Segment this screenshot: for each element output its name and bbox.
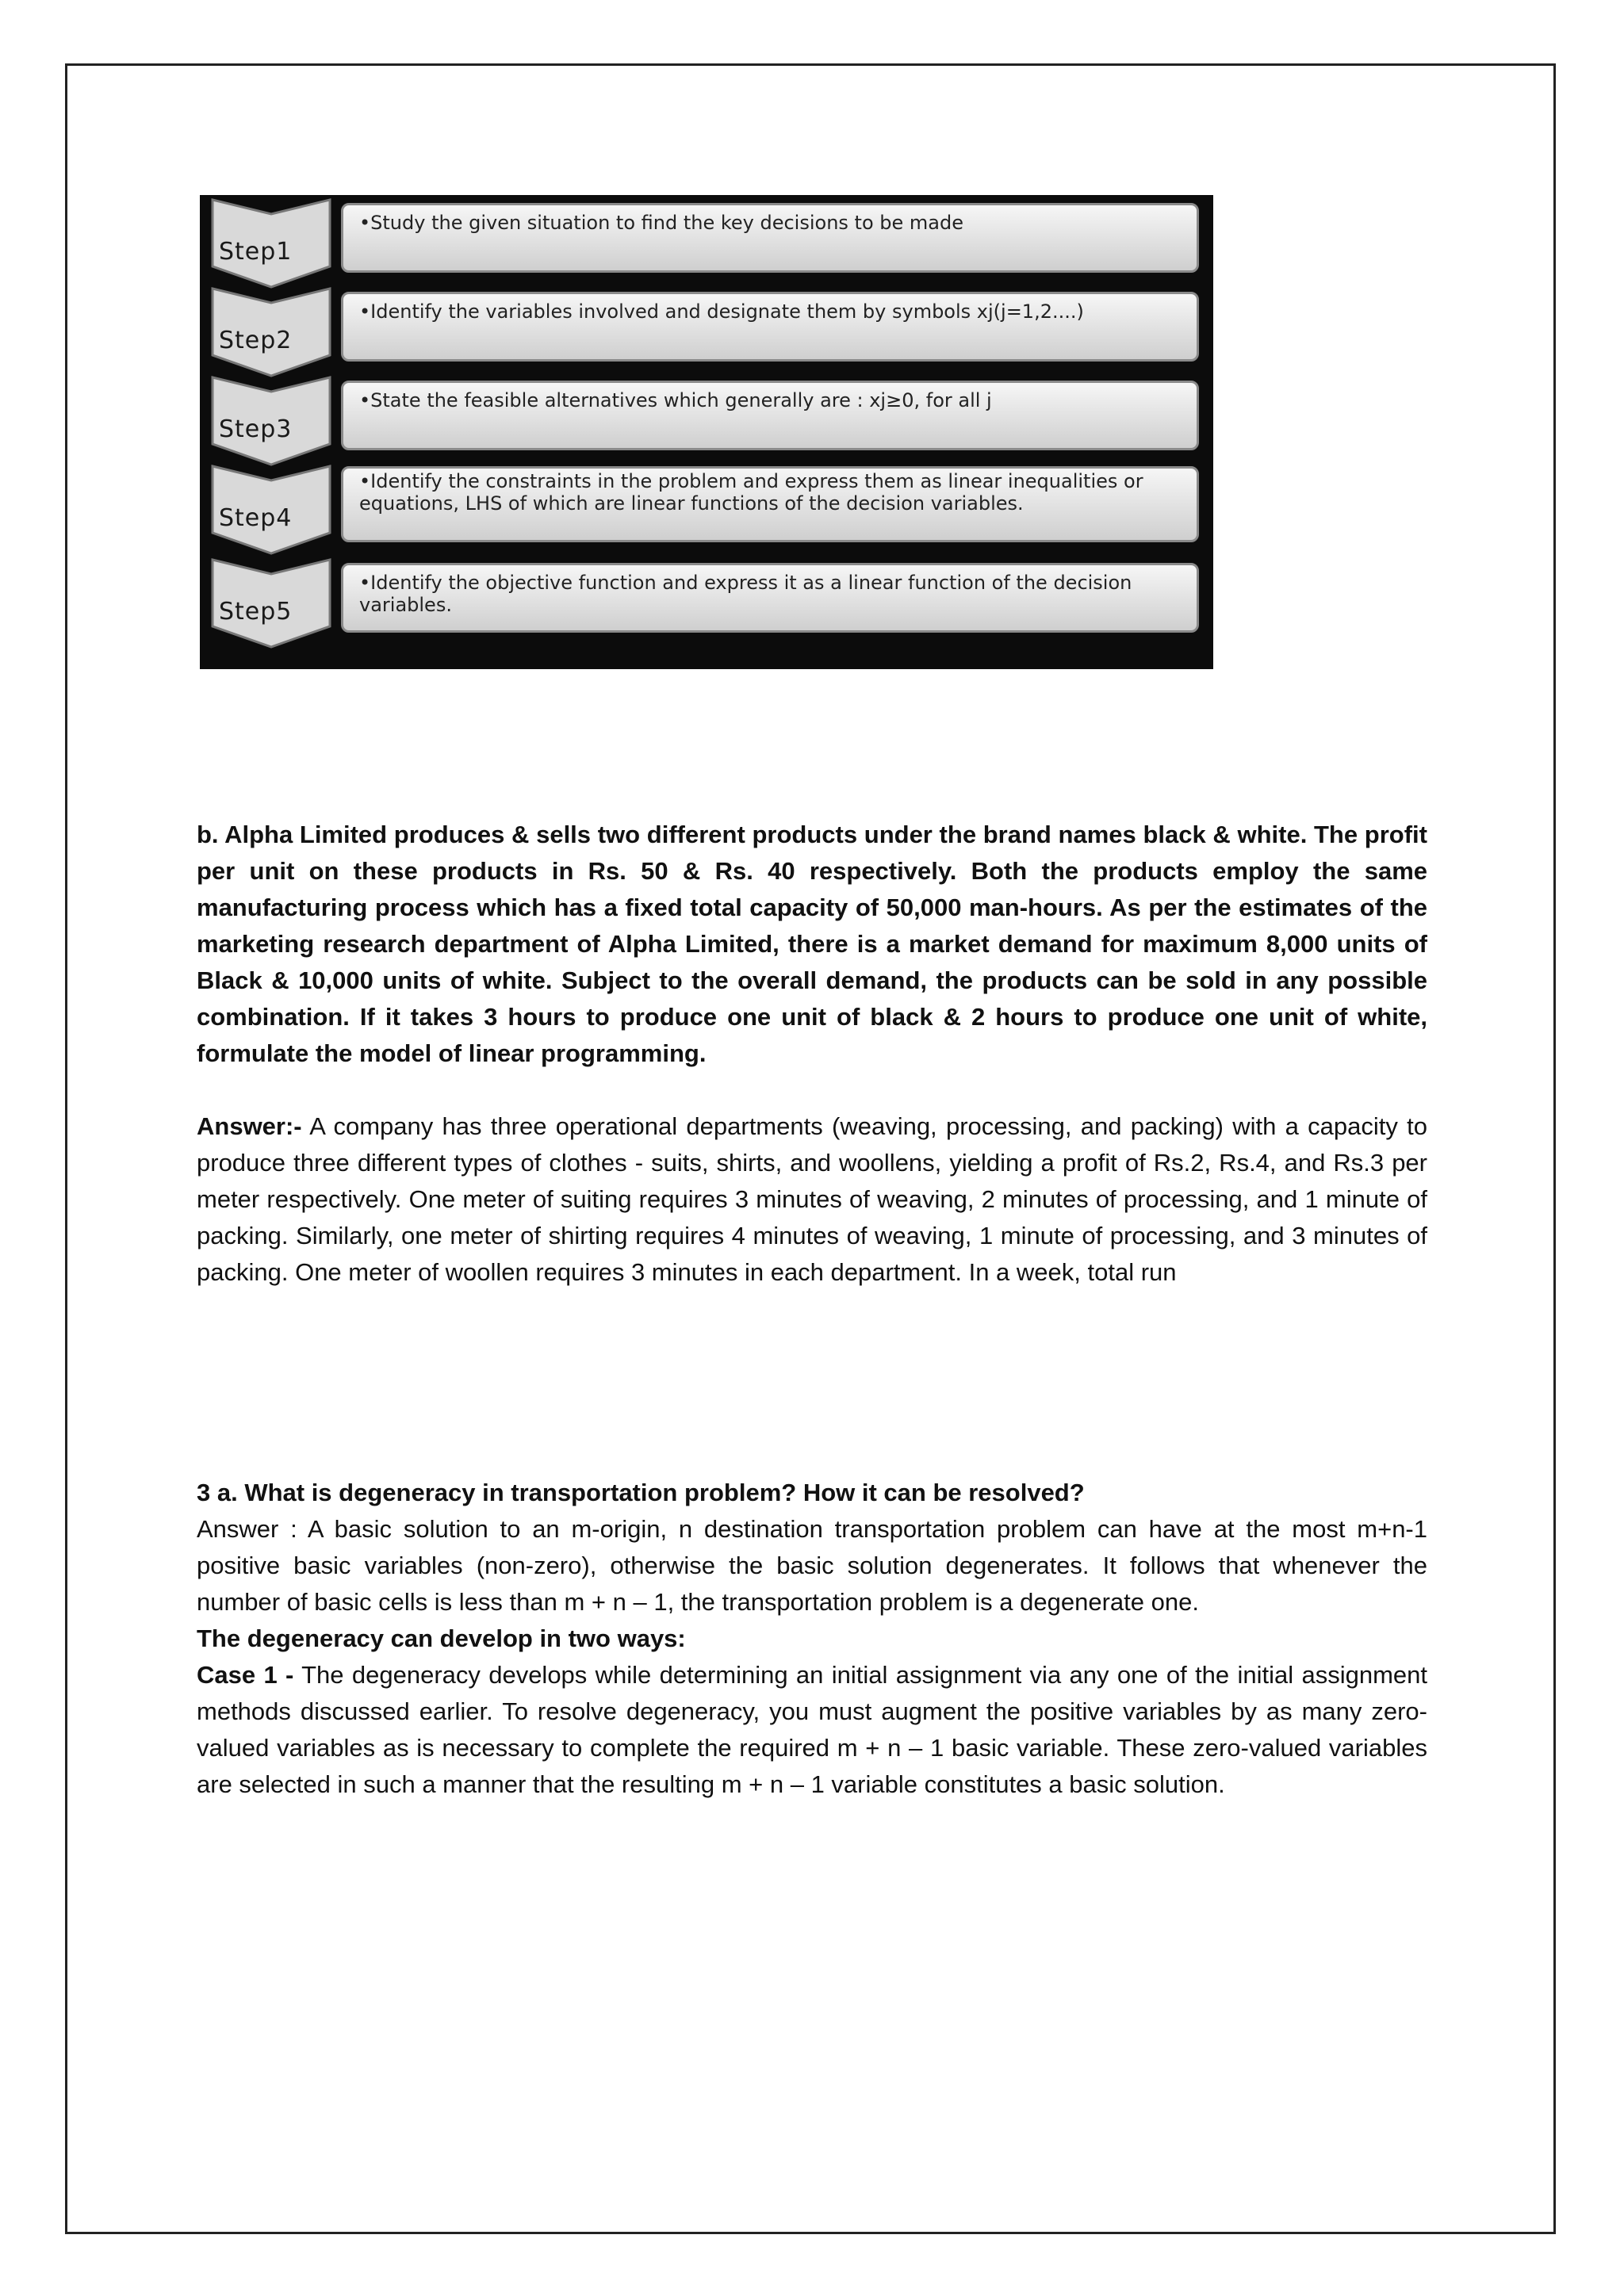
step-3	[200, 376, 1213, 463]
step-text: •Identify the variables involved and designate them by symbols xj(j=1,2....)	[359, 300, 1084, 323]
question-b: b. Alpha Limited produces & sells two different products under the brand names black & white. The profit per unit on these products in Rs. 50 & Rs. 40 respectively. Both the products employ the same manufacturing process which has a fixed total capacity of 50,000 man-hours. As per the estimates of the marketing research department of Alpha Limited, there is a market demand for maximum 8,000 units of Black & 10,000 units of white. Subject to the overall demand, the products can be sold in any possible combination. If it takes 3 hours to produce one unit of black & 2 hours to produce one unit of white, formulate the model of linear programming.	[197, 821, 1427, 1067]
step-label: Step2	[219, 327, 293, 354]
case-1-label: Case 1 -	[197, 1661, 294, 1689]
question-3a: 3 a. What is degeneracy in transportation problem? How it can be resolved?	[197, 1479, 1085, 1506]
steps-diagram	[200, 195, 1213, 669]
step-4	[200, 465, 1213, 552]
step-bar	[341, 466, 1199, 542]
step-bar	[341, 292, 1199, 362]
answer-3a: Answer : A basic solution to an m-origin, n destination transportation problem can have at the most m+n-1 positive basic variables (non-zero), otherwise the basic solution degenerates. It follows that whenever the number of basic cells is less than m + n – 1, the transportation problem is a degenerate one.	[197, 1515, 1427, 1616]
step-text: •Study the given situation to find the key decisions to be made	[359, 212, 963, 234]
step-2	[200, 287, 1213, 374]
case-1-text: The degeneracy develops while determining an initial assignment via any one of the initial assignment methods discussed earlier. To resolve degeneracy, you must augment the positive variables by as many zero-valued variables as is necessary to complete the required m + n – 1 basic variable. These zero-valued variables are selected in such a manner that the resulting m + n – 1 variable constitutes a basic solution.	[197, 1661, 1427, 1798]
step-5	[200, 558, 1213, 645]
answer-b	[197, 1108, 1427, 1291]
step-label: Step4	[219, 504, 293, 532]
answer-b-text: A company has three operational departments (weaving, processing, and packing) with a capacity to produce three different types of clothes - suits, shirts, and woollens, yielding a profit of Rs.2, Rs.4, and Rs.3 per meter respectively. One meter of suiting requires 3 minutes of weaving, 2 minutes of processing, and 1 minute of packing. Similarly, one meter of shirting requires 4 minutes of weaving, 1 minute of processing, and 3 minutes of packing. One meter of woollen requires 3 minutes in each department. In a week, total run	[197, 1112, 1427, 1286]
answer-b-label: Answer:-	[197, 1112, 302, 1140]
step-1	[200, 198, 1213, 285]
step-text: •State the feasible alternatives which generally are : xj≥0, for all j	[359, 389, 992, 411]
step-bar	[341, 381, 1199, 450]
step-text: •Identify the constraints in the problem and express them as linear inequalities or equations, LHS of which are linear functions of the decision variables.	[359, 470, 1143, 515]
step-label: Step5	[219, 598, 293, 626]
step-label: Step3	[219, 415, 293, 443]
step-text: •Identify the objective function and express it as a linear function of the decision variables.	[359, 572, 1132, 616]
step-bar	[341, 563, 1199, 633]
degeneracy-heading: The degeneracy can develop in two ways:	[197, 1624, 686, 1652]
section-3a	[197, 1475, 1427, 1803]
step-bar	[341, 203, 1199, 273]
step-label: Step1	[219, 238, 293, 266]
case-1-paragraph	[197, 1657, 1427, 1803]
